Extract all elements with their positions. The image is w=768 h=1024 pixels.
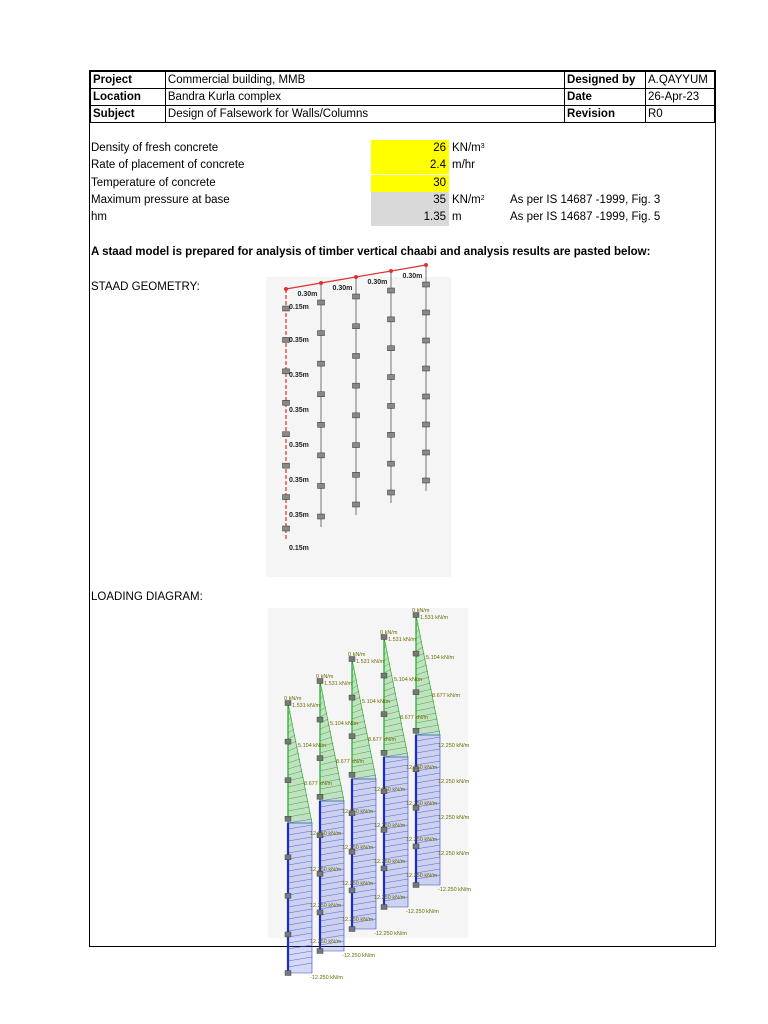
input-label: Density of fresh concrete [91,142,219,154]
support-node-icon [285,893,291,898]
support-node-icon [388,317,395,322]
reference-text: As per IS 14687 -1999, Fig. 5 [510,211,661,223]
height-label: 0.15m [289,304,309,311]
uniform-load-region [384,757,408,907]
load-label: 12.250 kN/m [342,881,374,887]
support-node-icon [353,472,360,477]
height-label: 0.35m [289,442,309,449]
load-label: 1.531 kN/m [292,703,321,709]
support-node-icon [318,300,325,305]
input-value-cell[interactable]: 26 [371,140,449,157]
support-node-icon [318,483,325,488]
spacing-label: 0.30m [367,279,388,286]
load-label: -12.250 kN/m [406,909,440,915]
load-label: -12.250 kN/m [310,975,344,981]
support-node-icon [349,888,355,893]
load-label: 12.250 kN/m [342,917,374,923]
height-label: 0.35m [289,372,309,379]
support-node-icon [318,331,325,336]
top-node-icon [354,275,358,279]
support-node-icon [318,392,325,397]
project-label: Project [91,72,166,89]
support-node-icon [318,361,325,366]
support-node-icon [423,394,430,399]
support-node-icon [317,756,323,761]
support-node-icon [317,949,323,954]
input-unit: $KN/m^2$ [452,194,485,206]
load-label: 0 kN/m [380,630,398,636]
load-label: 5.104 kN/m [330,721,359,727]
load-label: 12.250 kN/m [406,801,438,807]
load-label: 12.250 kN/m [374,787,406,793]
input-value-cell: 35 [371,192,449,209]
designed-by-value: A.QAYYUM [645,72,714,89]
load-label: 12.250 kN/m [342,845,374,851]
header-row-project [91,72,715,89]
support-node-icon [285,971,291,976]
date-value: 26-Apr-23 [645,89,714,106]
input-value-cell[interactable]: 2.4 [371,157,449,174]
load-label: 12.250 kN/m [406,837,438,843]
load-label: 1.531 kN/m [388,637,417,643]
support-node-icon [285,816,291,821]
staad-geometry-figure [266,273,451,577]
load-label: 12.250 kN/m [342,809,374,815]
spacing-label: 0.30m [297,291,318,298]
loading-diagram-figure [268,608,472,981]
height-label: 0.35m [289,477,309,484]
support-node-icon [353,353,360,358]
load-label: 0 kN/m [412,608,430,614]
support-node-icon [381,750,387,755]
support-node-icon [423,282,430,287]
support-node-icon [423,338,430,343]
support-node-icon [388,346,395,351]
load-label: 12.250 kN/m [438,743,470,749]
height-label: 0.35m [289,407,309,414]
load-label: 12.250 kN/m [438,779,470,785]
load-label: 8.677 kN/m [336,759,365,765]
support-node-icon [318,514,325,519]
support-node-icon [413,844,419,849]
support-node-icon [283,526,290,531]
load-label: 12.250 kN/m [438,851,470,857]
subject-value: Design of Falsework for Walls/Columns [165,106,564,123]
support-node-icon [318,453,325,458]
load-label: 8.677 kN/m [368,737,397,743]
uniform-load-region [416,735,440,885]
support-node-icon [381,673,387,678]
support-node-icon [283,463,290,468]
support-node-icon [413,883,419,888]
loading-heading: LOADING DIAGRAM: [91,591,203,603]
spacing-label: 0.30m [402,273,423,280]
load-label: 12.250 kN/m [374,859,406,865]
support-node-icon [388,288,395,293]
designed-by-label: Designed by [565,72,646,89]
input-label: Maximum pressure at base [91,194,230,206]
load-label: 8.677 kN/m [432,693,461,699]
input-row-rate [90,157,715,174]
location-label: Location [91,89,166,106]
support-node-icon [349,734,355,739]
input-row-density [90,140,715,157]
load-label: -12.250 kN/m [438,887,472,893]
support-node-icon [423,422,430,427]
revision-value: R0 [645,106,714,123]
input-unit: m [452,211,462,223]
load-label: 12.250 kN/m [310,939,342,945]
support-node-icon [388,490,395,495]
support-node-icon [353,383,360,388]
load-label: 8.677 kN/m [400,715,429,721]
top-node-icon [389,269,393,273]
load-label: 12.250 kN/m [374,895,406,901]
support-node-icon [423,310,430,315]
support-node-icon [423,450,430,455]
load-label: 5.104 kN/m [394,677,423,683]
support-node-icon [413,690,419,695]
input-row-hm [90,209,715,226]
uniform-load-region [352,779,376,929]
spacing-label: 0.30m [332,285,353,292]
project-value: Commercial building, MMB [165,72,564,89]
input-label: Temperature of concrete [91,177,216,189]
support-node-icon [353,324,360,329]
height-label: 0.35m [289,512,309,519]
uniform-load-region [320,801,344,951]
load-label: 0 kN/m [348,652,366,658]
date-label: Date [565,89,646,106]
load-label: 12.250 kN/m [438,815,470,821]
load-label: 5.104 kN/m [298,743,327,749]
load-label: 0 kN/m [284,696,302,702]
load-label: 1.531 kN/m [356,659,385,665]
support-node-icon [388,375,395,380]
support-node-icon [413,728,419,733]
support-node-icon [349,927,355,932]
input-unit: $KN/m^3$ [452,142,485,154]
support-node-icon [283,432,290,437]
support-node-icon [353,502,360,507]
support-node-icon [285,778,291,783]
load-label: 12.250 kN/m [310,831,342,837]
document-frame [89,70,716,981]
input-label: Rate of placement of concrete [91,159,245,171]
load-label: 1.531 kN/m [420,615,449,621]
support-node-icon [353,443,360,448]
support-node-icon [349,772,355,777]
top-node-icon [424,263,428,267]
support-node-icon [349,695,355,700]
load-label: -12.250 kN/m [374,931,408,937]
support-node-icon [285,932,291,937]
input-unit: m/hr [452,159,475,171]
input-row-max-pressure [90,192,715,209]
load-label: 5.104 kN/m [426,655,455,661]
support-node-icon [318,422,325,427]
support-node-icon [353,413,360,418]
load-label: 5.104 kN/m [362,699,391,705]
support-node-icon [285,739,291,744]
header-row-location [91,89,715,106]
load-label: 12.250 kN/m [310,867,342,873]
support-node-icon [317,910,323,915]
support-node-icon [381,866,387,871]
load-label: 12.250 kN/m [310,903,342,909]
support-node-icon [388,461,395,466]
input-value-cell: 1.35 [371,209,449,226]
input-row-temperature [90,175,715,192]
support-node-icon [388,432,395,437]
support-node-icon [423,478,430,483]
load-label: 12.250 kN/m [406,873,438,879]
support-node-icon [317,794,323,799]
load-label: -12.250 kN/m [342,953,376,959]
support-node-icon [285,855,291,860]
load-label: 1.531 kN/m [324,681,353,687]
support-node-icon [413,651,419,656]
header-table [90,71,715,123]
uniform-load-region [288,823,312,973]
load-label: 0 kN/m [316,674,334,680]
support-node-icon [381,905,387,910]
load-label: 8.677 kN/m [304,781,333,787]
load-label: 12.250 kN/m [406,765,438,771]
input-label: hm [91,211,107,223]
load-label: 12.250 kN/m [374,823,406,829]
subject-label: Subject [91,106,166,123]
support-node-icon [283,495,290,500]
height-label: 0.15m [289,545,309,552]
support-node-icon [283,400,290,405]
analysis-note: A staad model is prepared for analysis of timber vertical chaabi and analysis results are pasted below: [91,246,651,258]
support-node-icon [381,712,387,717]
top-node-icon [319,281,323,285]
support-node-icon [317,717,323,722]
height-label: 0.35m [289,337,309,344]
reference-text: As per IS 14687 -1999, Fig. 3 [510,194,661,206]
top-node-icon [284,287,288,291]
revision-label: Revision [565,106,646,123]
support-node-icon [388,403,395,408]
geometry-heading: STAAD GEOMETRY: [91,281,200,293]
input-value-cell[interactable]: 30 [371,175,449,192]
header-row-subject [91,106,715,123]
support-node-icon [423,366,430,371]
support-node-icon [353,294,360,299]
location-value: Bandra Kurla complex [165,89,564,106]
